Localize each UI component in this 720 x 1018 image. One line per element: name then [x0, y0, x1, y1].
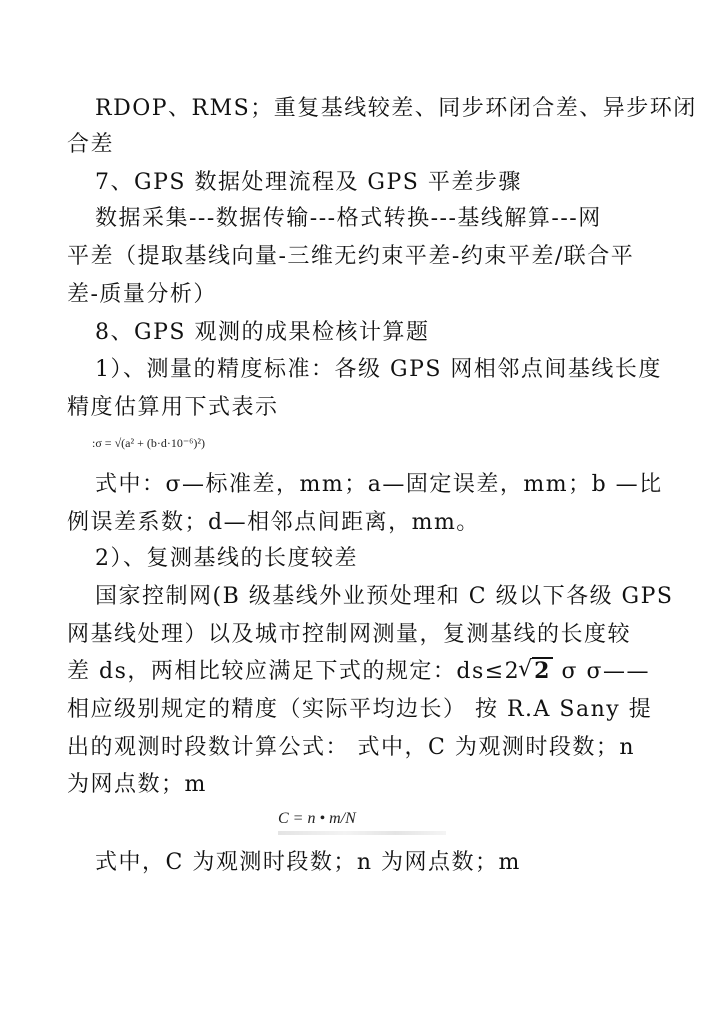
- text-line: 1）、测量的精度标准：各级 GPS 网相邻点间基线长度: [95, 357, 662, 382]
- text-line: 例误差系数；d—相邻点间距离，mm。: [67, 510, 480, 535]
- section-heading: 7、GPS 数据处理流程及 GPS 平差步骤: [95, 170, 522, 195]
- text-line: 国家控制网(B 级基线外业预处理和 C 级以下各级 GPS: [95, 584, 674, 609]
- section-heading: 8、GPS 观测的成果检核计算题: [95, 320, 430, 345]
- ds-rule-text: 差 ds，两相比较应满足下式的规定：ds≤2: [67, 659, 521, 684]
- text-line: RDOP、RMS；重复基线较差、同步环闭合差、异步环闭: [95, 96, 697, 121]
- text-line: 式中：σ—标准差，mm；a—固定误差，mm；b —比: [95, 472, 663, 497]
- text-line: 数据采集---数据传输---格式转换---基线解算---网: [95, 206, 602, 231]
- text-line: 式中，C 为观测时段数；n 为网点数；m: [95, 850, 521, 875]
- sqrt-radicand: 2: [534, 658, 551, 684]
- text-line: 为网点数；m: [67, 772, 207, 797]
- section-heading: 2）、复测基线的长度较差: [95, 546, 358, 571]
- sqrt-symbol: [522, 657, 553, 687]
- text-line: 网基线处理）以及城市控制网测量，复测基线的长度较: [67, 622, 632, 647]
- c-formula: C = n • m/N: [278, 810, 356, 827]
- text-line: 精度估算用下式表示: [67, 395, 279, 420]
- text-line: 合差: [67, 132, 115, 157]
- text-line: 相应级别规定的精度（实际平均边长） 按 R.A Sany 提: [67, 697, 653, 722]
- text-line: 平差（提取基线向量-三维无约束平差-约束平差/联合平: [67, 244, 635, 269]
- ds-rule-line: [67, 657, 650, 687]
- scan-artifact: [278, 831, 446, 835]
- sigma-formula: :σ = √(a² + (b·d·10⁻⁶)²): [92, 436, 205, 450]
- ds-rule-tail: σ σ——: [561, 659, 651, 684]
- text-line: 差-质量分析）: [67, 282, 217, 307]
- text-line: 出的观测时段数计算公式： 式中，C 为观测时段数；n: [67, 735, 635, 760]
